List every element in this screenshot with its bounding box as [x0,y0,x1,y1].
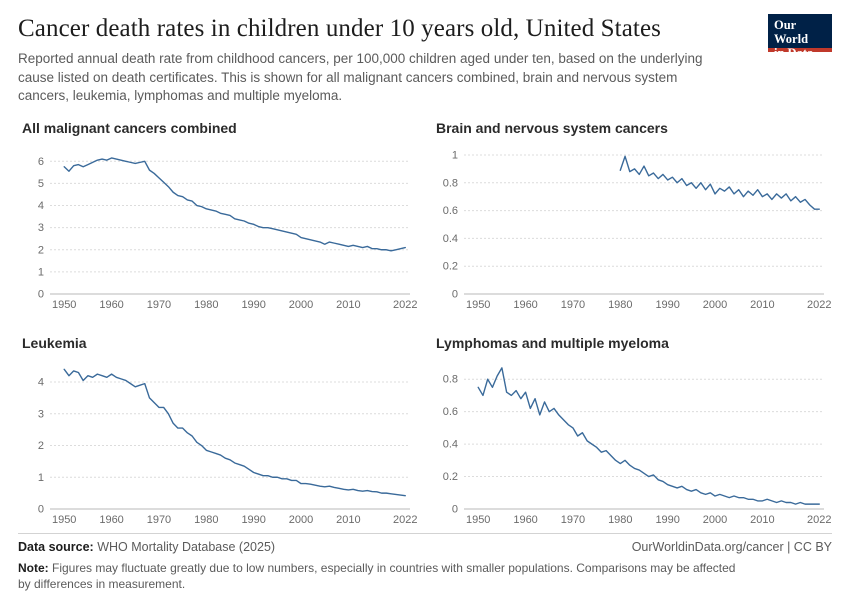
svg-text:1960: 1960 [99,298,124,311]
panel-leukemia [18,335,418,550]
panel-title: Lymphomas and multiple myeloma [436,334,669,351]
svg-text:1: 1 [451,148,458,161]
svg-text:1960: 1960 [513,513,538,526]
svg-text:1980: 1980 [194,513,219,526]
svg-text:1990: 1990 [655,513,680,526]
svg-text:1970: 1970 [146,298,172,311]
panel-brain-nervous-system-cancers [432,120,832,335]
owid-logo[interactable] [768,14,832,60]
data-source-label: Data source: [18,540,94,554]
svg-text:1950: 1950 [465,298,491,311]
svg-text:0.2: 0.2 [442,260,458,273]
plot-area[interactable] [432,140,832,316]
panel-all-malignant-cancers [18,120,418,335]
line-chart-svg [18,355,418,531]
page-subtitle: Reported annual death rate from childhood cancers, per 100,000 children aged under ten, based on the underlying cause listed on death certificates. This is shown for all malignant cancers combined, brain and nervous system cancers, leukemia, lymphomas and multiple myeloma. [18,51,703,103]
svg-text:3: 3 [37,407,44,420]
svg-text:1990: 1990 [241,513,266,526]
footer-divider [18,533,832,534]
footer-note [18,560,738,592]
panel-title: All malignant cancers combined [22,119,237,136]
svg-text:4: 4 [37,376,44,389]
svg-text:2: 2 [37,439,44,452]
page-title: Cancer death rates in children under 10 years old, United States [18,15,661,42]
logo-line-1: Our World [774,18,809,46]
chart-footer [18,533,832,592]
line-chart-svg [432,140,832,316]
svg-text:2000: 2000 [288,513,314,526]
svg-text:1950: 1950 [51,513,77,526]
plot-area[interactable] [18,140,418,316]
panel-title: Brain and nervous system cancers [436,119,668,136]
panel-title: Leukemia [22,334,87,351]
svg-text:2022: 2022 [393,513,418,526]
svg-text:2010: 2010 [336,513,361,526]
svg-text:2: 2 [37,243,44,256]
svg-text:1970: 1970 [146,513,172,526]
svg-text:5: 5 [37,177,44,190]
svg-text:1980: 1980 [608,513,633,526]
svg-text:0.8: 0.8 [442,373,458,386]
svg-text:3: 3 [37,221,44,234]
svg-text:0: 0 [37,503,44,515]
svg-text:1980: 1980 [608,298,633,311]
svg-text:2010: 2010 [336,298,361,311]
svg-text:1: 1 [37,265,44,278]
chart-header [18,14,832,106]
footer-link[interactable]: OurWorldinData.org/cancer | CC BY [631,540,832,554]
svg-text:1: 1 [37,471,44,484]
svg-text:0.4: 0.4 [442,438,458,451]
svg-text:2022: 2022 [393,298,418,311]
svg-text:2010: 2010 [750,513,775,526]
svg-text:1970: 1970 [560,298,586,311]
svg-text:0: 0 [451,503,458,515]
svg-text:2000: 2000 [702,298,728,311]
svg-text:6: 6 [37,155,44,168]
svg-text:0.6: 0.6 [442,204,458,217]
svg-text:1970: 1970 [560,513,586,526]
svg-text:1980: 1980 [194,298,219,311]
logo-line-2: in Data [774,46,814,60]
panel-lymphomas-multiple-myeloma [432,335,832,550]
plot-area[interactable] [18,355,418,531]
footer-note-text: Figures may fluctuate greatly due to low numbers, especially in countries with smaller populations. Comparisons may be affected by differences in measurement. [18,561,736,591]
svg-text:1990: 1990 [241,298,266,311]
svg-text:0.2: 0.2 [442,470,458,483]
svg-text:0.8: 0.8 [442,176,458,189]
data-source [18,540,275,554]
svg-text:0.4: 0.4 [442,232,458,245]
svg-text:1950: 1950 [465,513,491,526]
svg-text:4: 4 [37,199,44,212]
svg-text:2010: 2010 [750,298,775,311]
svg-text:1950: 1950 [51,298,77,311]
data-source-value: WHO Mortality Database (2025) [97,540,276,554]
svg-text:0.6: 0.6 [442,405,458,418]
plot-area[interactable] [432,355,832,531]
svg-text:0: 0 [451,288,458,300]
svg-text:2022: 2022 [807,298,832,311]
svg-text:2000: 2000 [702,513,728,526]
footer-note-label: Note: [18,561,49,575]
svg-text:2022: 2022 [807,513,832,526]
svg-text:1960: 1960 [513,298,538,311]
svg-text:1960: 1960 [99,513,124,526]
svg-text:1990: 1990 [655,298,680,311]
svg-text:0: 0 [37,288,44,300]
svg-text:2000: 2000 [288,298,314,311]
line-chart-svg [18,140,418,316]
line-chart-svg [432,355,832,531]
chart-grid [18,120,832,550]
